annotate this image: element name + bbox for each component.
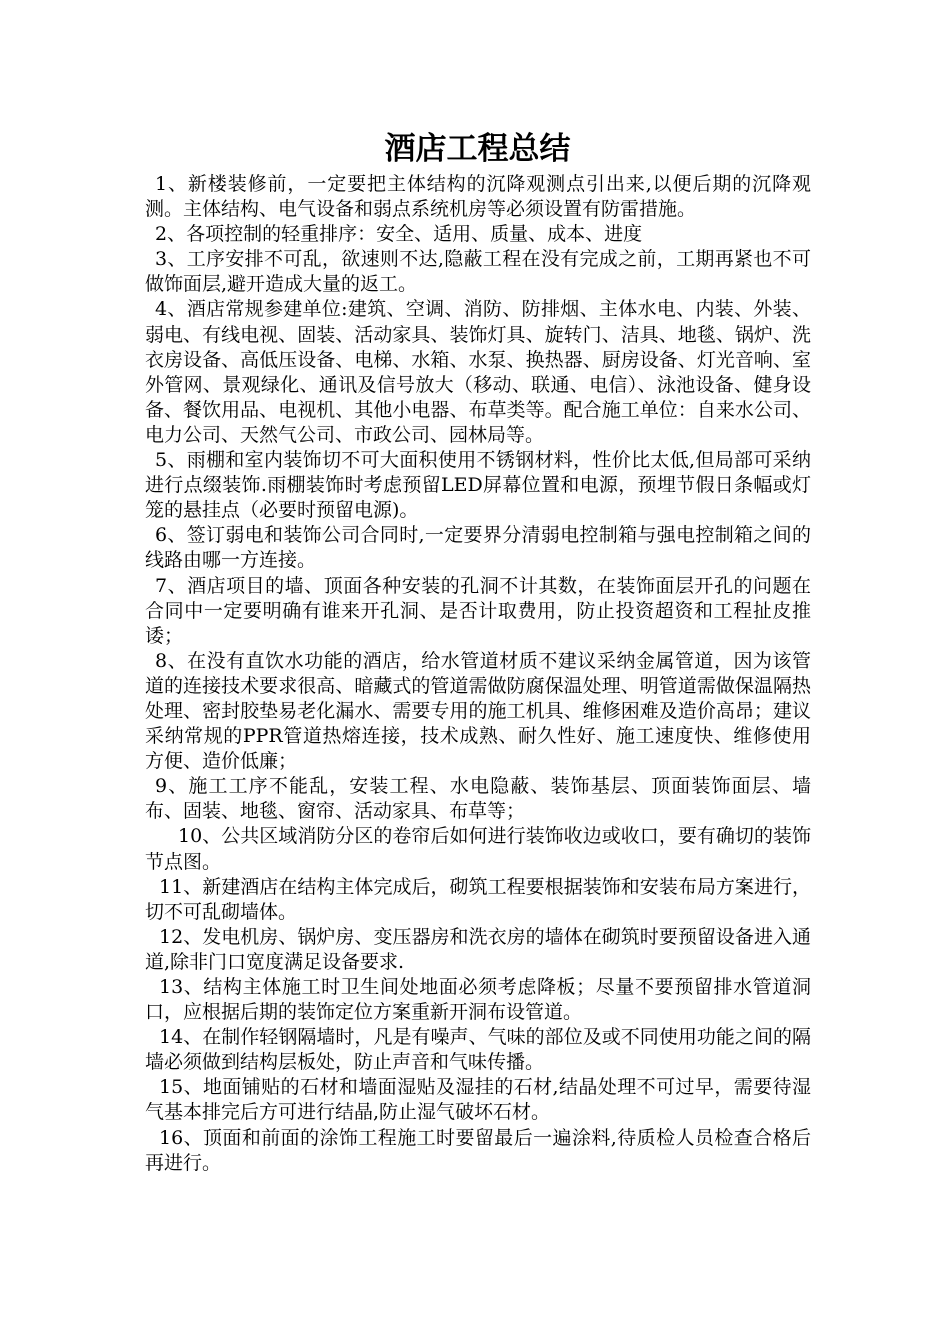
paragraph-15: 15、地面铺贴的石材和墙面湿贴及湿挂的石材,结晶处理不可过早，需要待湿气基本排完后方可进行结晶,防止湿气破坏石材。 [145, 1076, 811, 1124]
paragraph-10: 10、公共区域消防分区的卷帘后如何进行装饰收边或收口，要有确切的装饰节点图。 [145, 825, 811, 873]
paragraph-8: 8、在没有直饮水功能的酒店，给水管道材质不建议采纳金属管道，因为该管道的连接技术要求很高、暗藏式的管道需做防腐保温处理、明管道需做保温隔热处理、密封胶垫易老化漏水、需要专用的施工机具、维修困难及造价高昂；建议采纳常规的PPR管道热熔连接，技术成熟、耐久性好、施工速度快、维修使用方便、造价低廉； [145, 649, 811, 773]
paragraph-16: 16、顶面和前面的涂饰工程施工时要留最后一遍涂料,待质检人员检查合格后再进行。 [145, 1126, 811, 1174]
paragraph-3: 3、工序安排不可乱，欲速则不达,隐蔽工程在没有完成之前，工期再紧也不可做饰面层,避开造成大量的返工。 [145, 248, 811, 296]
paragraph-2: 2、各项控制的轻重排序：安全、适用、质量、成本、进度 [155, 223, 643, 246]
paragraph-1: 1、新楼装修前，一定要把主体结构的沉降观测点引出来,以便后期的沉降观测。主体结构、电气设备和弱点系统机房等必须设置有防雷措施。 [145, 173, 811, 221]
paragraph-12: 12、发电机房、锅炉房、变压器房和洗衣房的墙体在砌筑时要预留设备进入通道,除非门口宽度满足设备要求. [145, 925, 811, 973]
paragraph-11: 11、新建酒店在结构主体完成后，砌筑工程要根据装饰和安装布局方案进行，切不可乱砌墙体。 [145, 875, 811, 923]
paragraph-13: 13、结构主体施工时卫生间处地面必须考虑降板；尽量不要预留排水管道洞口，应根据后期的装饰定位方案重新开洞布设管道。 [145, 976, 811, 1024]
document-title: 酒店工程总结 [384, 131, 571, 167]
paragraph-4: 4、酒店常规参建单位:建筑、空调、消防、防排烟、主体水电、内装、外装、弱电、有线电视、固装、活动家具、装饰灯具、旋转门、洁具、地毯、锅炉、洗衣房设备、高低压设备、电梯、水箱、水泵、换热器、厨房设备、灯光音响、室外管网、景观绿化、通讯及信号放大（移动、联通、电信）、泳池设备、健身设备、餐饮用品、电视机、其他小电器、布草类等。配合施工单位：自来水公司、电力公司、天然气公司、市政公司、园林局等。 [145, 298, 811, 446]
document-body [145, 172, 811, 1176]
paragraph-9: 9、施工工序不能乱，安装工程、水电隐蔽、装饰基层、顶面装饰面层、墙布、固装、地毯、窗帘、活动家具、布草等； [145, 775, 811, 823]
paragraph-14: 14、在制作轻钢隔墙时，凡是有噪声、气味的部位及或不同使用功能之间的隔墙必须做到结构层板处，防止声音和气味传播。 [145, 1026, 811, 1074]
paragraph-5: 5、雨棚和室内装饰切不可大面积使用不锈钢材料，性价比太低,但局部可采纳进行点缀装饰.雨棚装饰时考虑预留LED屏幕位置和电源，预埋节假日条幅或灯笼的悬挂点（必要时预留电源)。 [145, 449, 811, 522]
paragraph-6: 6、签订弱电和装饰公司合同时,一定要界分清弱电控制箱与强电控制箱之间的线路由哪一方连接。 [145, 524, 811, 572]
paragraph-7: 7、酒店项目的墙、顶面各种安装的孔洞不计其数，在装饰面层开孔的问题在合同中一定要明确有谁来开孔洞、是否计取费用，防止投资超资和工程扯皮推诿； [145, 574, 811, 647]
